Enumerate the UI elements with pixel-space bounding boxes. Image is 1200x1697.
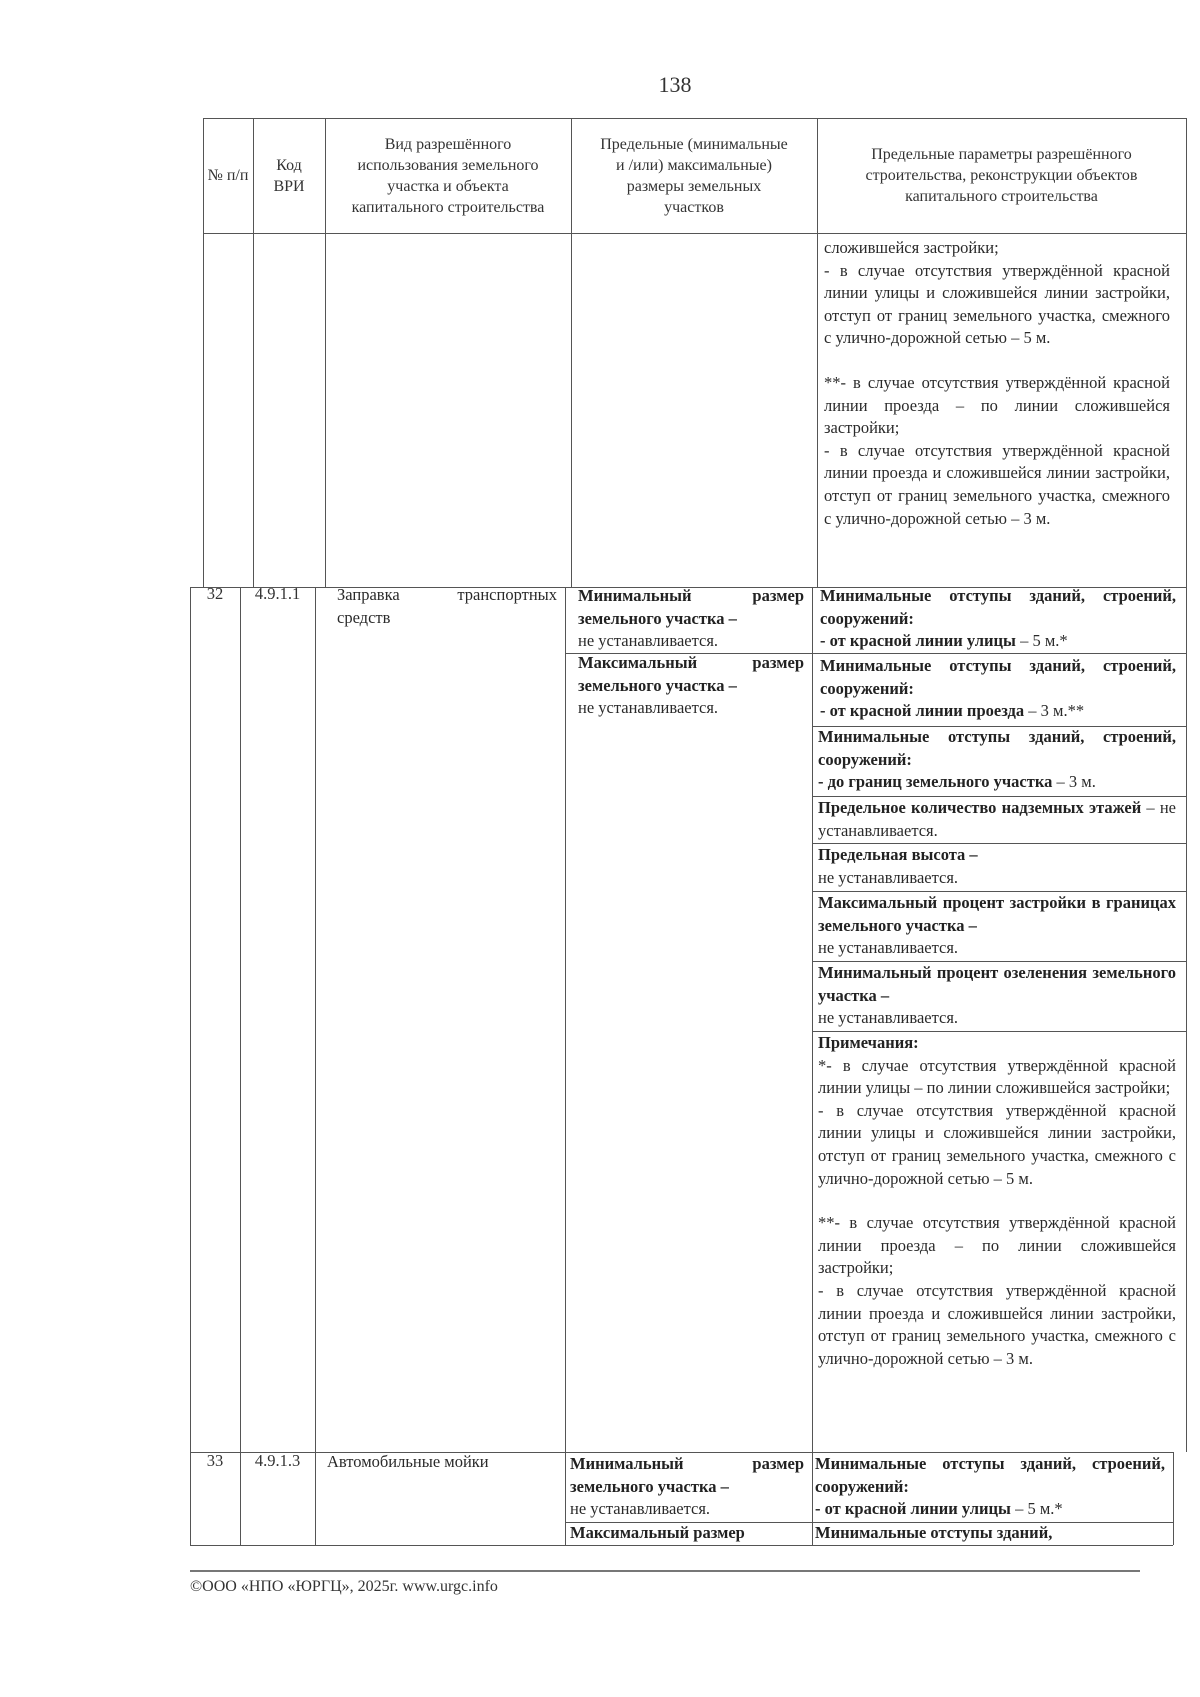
param-value: – 5 м.*: [1015, 631, 1068, 651]
param-value: – 3 м.: [1052, 772, 1096, 792]
max-plot-size-label: Максимальный размер земельного участка –: [578, 653, 804, 695]
param-detail: - от красной линии улицы: [820, 631, 1016, 651]
param-label: Предельное количество надземных этажей: [818, 798, 1142, 817]
param-detail: - от красной линии проезда: [820, 701, 1025, 721]
min-plot-size: [570, 1453, 804, 1521]
max-plot-size: [570, 1522, 804, 1545]
row-code: 4.9.1.3: [254, 1451, 301, 1470]
param-value: – 5 м.*: [1010, 1499, 1063, 1519]
param-value: – 3 м.**: [1024, 701, 1085, 721]
param-setback-driveway: [820, 655, 1176, 723]
page-number: 138: [658, 72, 692, 97]
param-label: Минимальные отступы зданий,: [815, 1523, 1053, 1542]
param-max-coverage: [818, 892, 1176, 960]
header-code: Код ВРИ: [273, 156, 305, 195]
min-plot-size: [578, 585, 804, 653]
row-code: 4.9.1.1: [254, 584, 301, 603]
param-detail: - до границ земельного участка: [818, 772, 1053, 792]
header-number: № п/п: [207, 167, 249, 184]
param-label: Предельная высота –: [818, 845, 978, 864]
note-item: **- в случае отсутствия утверждённой красной линии проезда – по линии сложившейся застройки;: [818, 1213, 1176, 1278]
min-plot-size-label: Минимальный размер земельного участка –: [570, 1454, 804, 1496]
row-use-type: Заправка транспортных средств: [337, 585, 557, 627]
param-label: Минимальные отступы зданий, строений, сооружений:: [818, 727, 1176, 769]
param-value: не устанавливается.: [818, 938, 959, 958]
min-plot-size-value: не устанавливается.: [570, 1499, 711, 1519]
continuation-note: - в случае отсутствия утверждённой красной линии проезда и сложившейся линии застройки, отступ от границ земельного участка, смежного с улично-дорожной сетью – 3 м.: [824, 440, 1170, 528]
min-plot-size-value: не устанавливается.: [578, 631, 719, 651]
row-use-type: Автомобильные мойки: [327, 1452, 489, 1471]
continuation-note: сложившейся застройки;: [824, 238, 999, 257]
header-use-type: Вид разрешённого использования земельного участка и объекта капитального строительства: [351, 135, 545, 216]
param-value: – не устанавливается.: [818, 798, 1176, 840]
param-label: Минимальные отступы зданий, строений, сооружений:: [815, 1454, 1165, 1496]
max-plot-size: [578, 652, 804, 720]
notes: [818, 1032, 1176, 1370]
note-item: *- в случае отсутствия утверждённой красной линии улицы – по линии сложившейся застройки;: [818, 1055, 1176, 1098]
param-setback-plot: [818, 726, 1176, 794]
param-floors: [818, 797, 1176, 842]
header-plot-size: Предельные (минимальные и /или) максимальные) размеры земельных участков: [600, 135, 788, 216]
note-item: - в случае отсутствия утверждённой красной линии проезда и сложившейся линии застройки, отступ от границ земельного участка, смежного с улично-дорожной сетью – 3 м.: [818, 1280, 1176, 1368]
param-label: Максимальный процент застройки в границах земельного участка –: [818, 893, 1176, 935]
continuation-note: - в случае отсутствия утверждённой красной линии улицы и сложившейся линии застройки, отступ от границ земельного участка, смежного с улично-дорожной сетью – 5 м.: [824, 260, 1170, 348]
param-setback-street: [815, 1453, 1165, 1521]
param-detail: - от красной линии улицы: [815, 1499, 1011, 1519]
param-label: Минимальные отступы зданий, строений, сооружений:: [820, 586, 1176, 628]
footer-divider: [190, 1570, 1140, 1572]
param-value: не устанавливается.: [818, 867, 959, 887]
max-plot-size-label: Максимальный размер: [570, 1523, 745, 1542]
continuation-note: **- в случае отсутствия утверждённой красной линии проезда – по линии сложившейся застройки;: [824, 372, 1170, 438]
note-item: - в случае отсутствия утверждённой красной линии улицы и сложившейся линии застройки, отступ от границ земельного участка, смежного с улично-дорожной сетью – 5 м.: [818, 1100, 1176, 1188]
continuation-notes: [824, 237, 1170, 530]
min-plot-size-label: Минимальный размер земельного участка –: [578, 586, 804, 628]
param-label: Минимальные отступы зданий, строений, сооружений:: [820, 656, 1176, 698]
row-number: 32: [206, 584, 224, 603]
param-value: не устанавливается.: [818, 1008, 959, 1028]
param-setback-street: [820, 585, 1176, 653]
footer-copyright: ©ООО «НПО «ЮРГЦ», 2025г. www.urgc.info: [190, 1578, 498, 1595]
param-label: Минимальный процент озеленения земельного участка –: [818, 963, 1176, 1005]
param-setback-partial: [815, 1522, 1165, 1545]
header-build-params: Предельные параметры разрешённого строительства, реконструкции объектов капитального строительства: [865, 146, 1138, 205]
param-height: [818, 844, 1176, 889]
row-number: 33: [206, 1451, 224, 1470]
notes-title: Примечания:: [818, 1033, 919, 1052]
param-min-greening: [818, 962, 1176, 1030]
max-plot-size-value: не устанавливается.: [578, 698, 719, 718]
